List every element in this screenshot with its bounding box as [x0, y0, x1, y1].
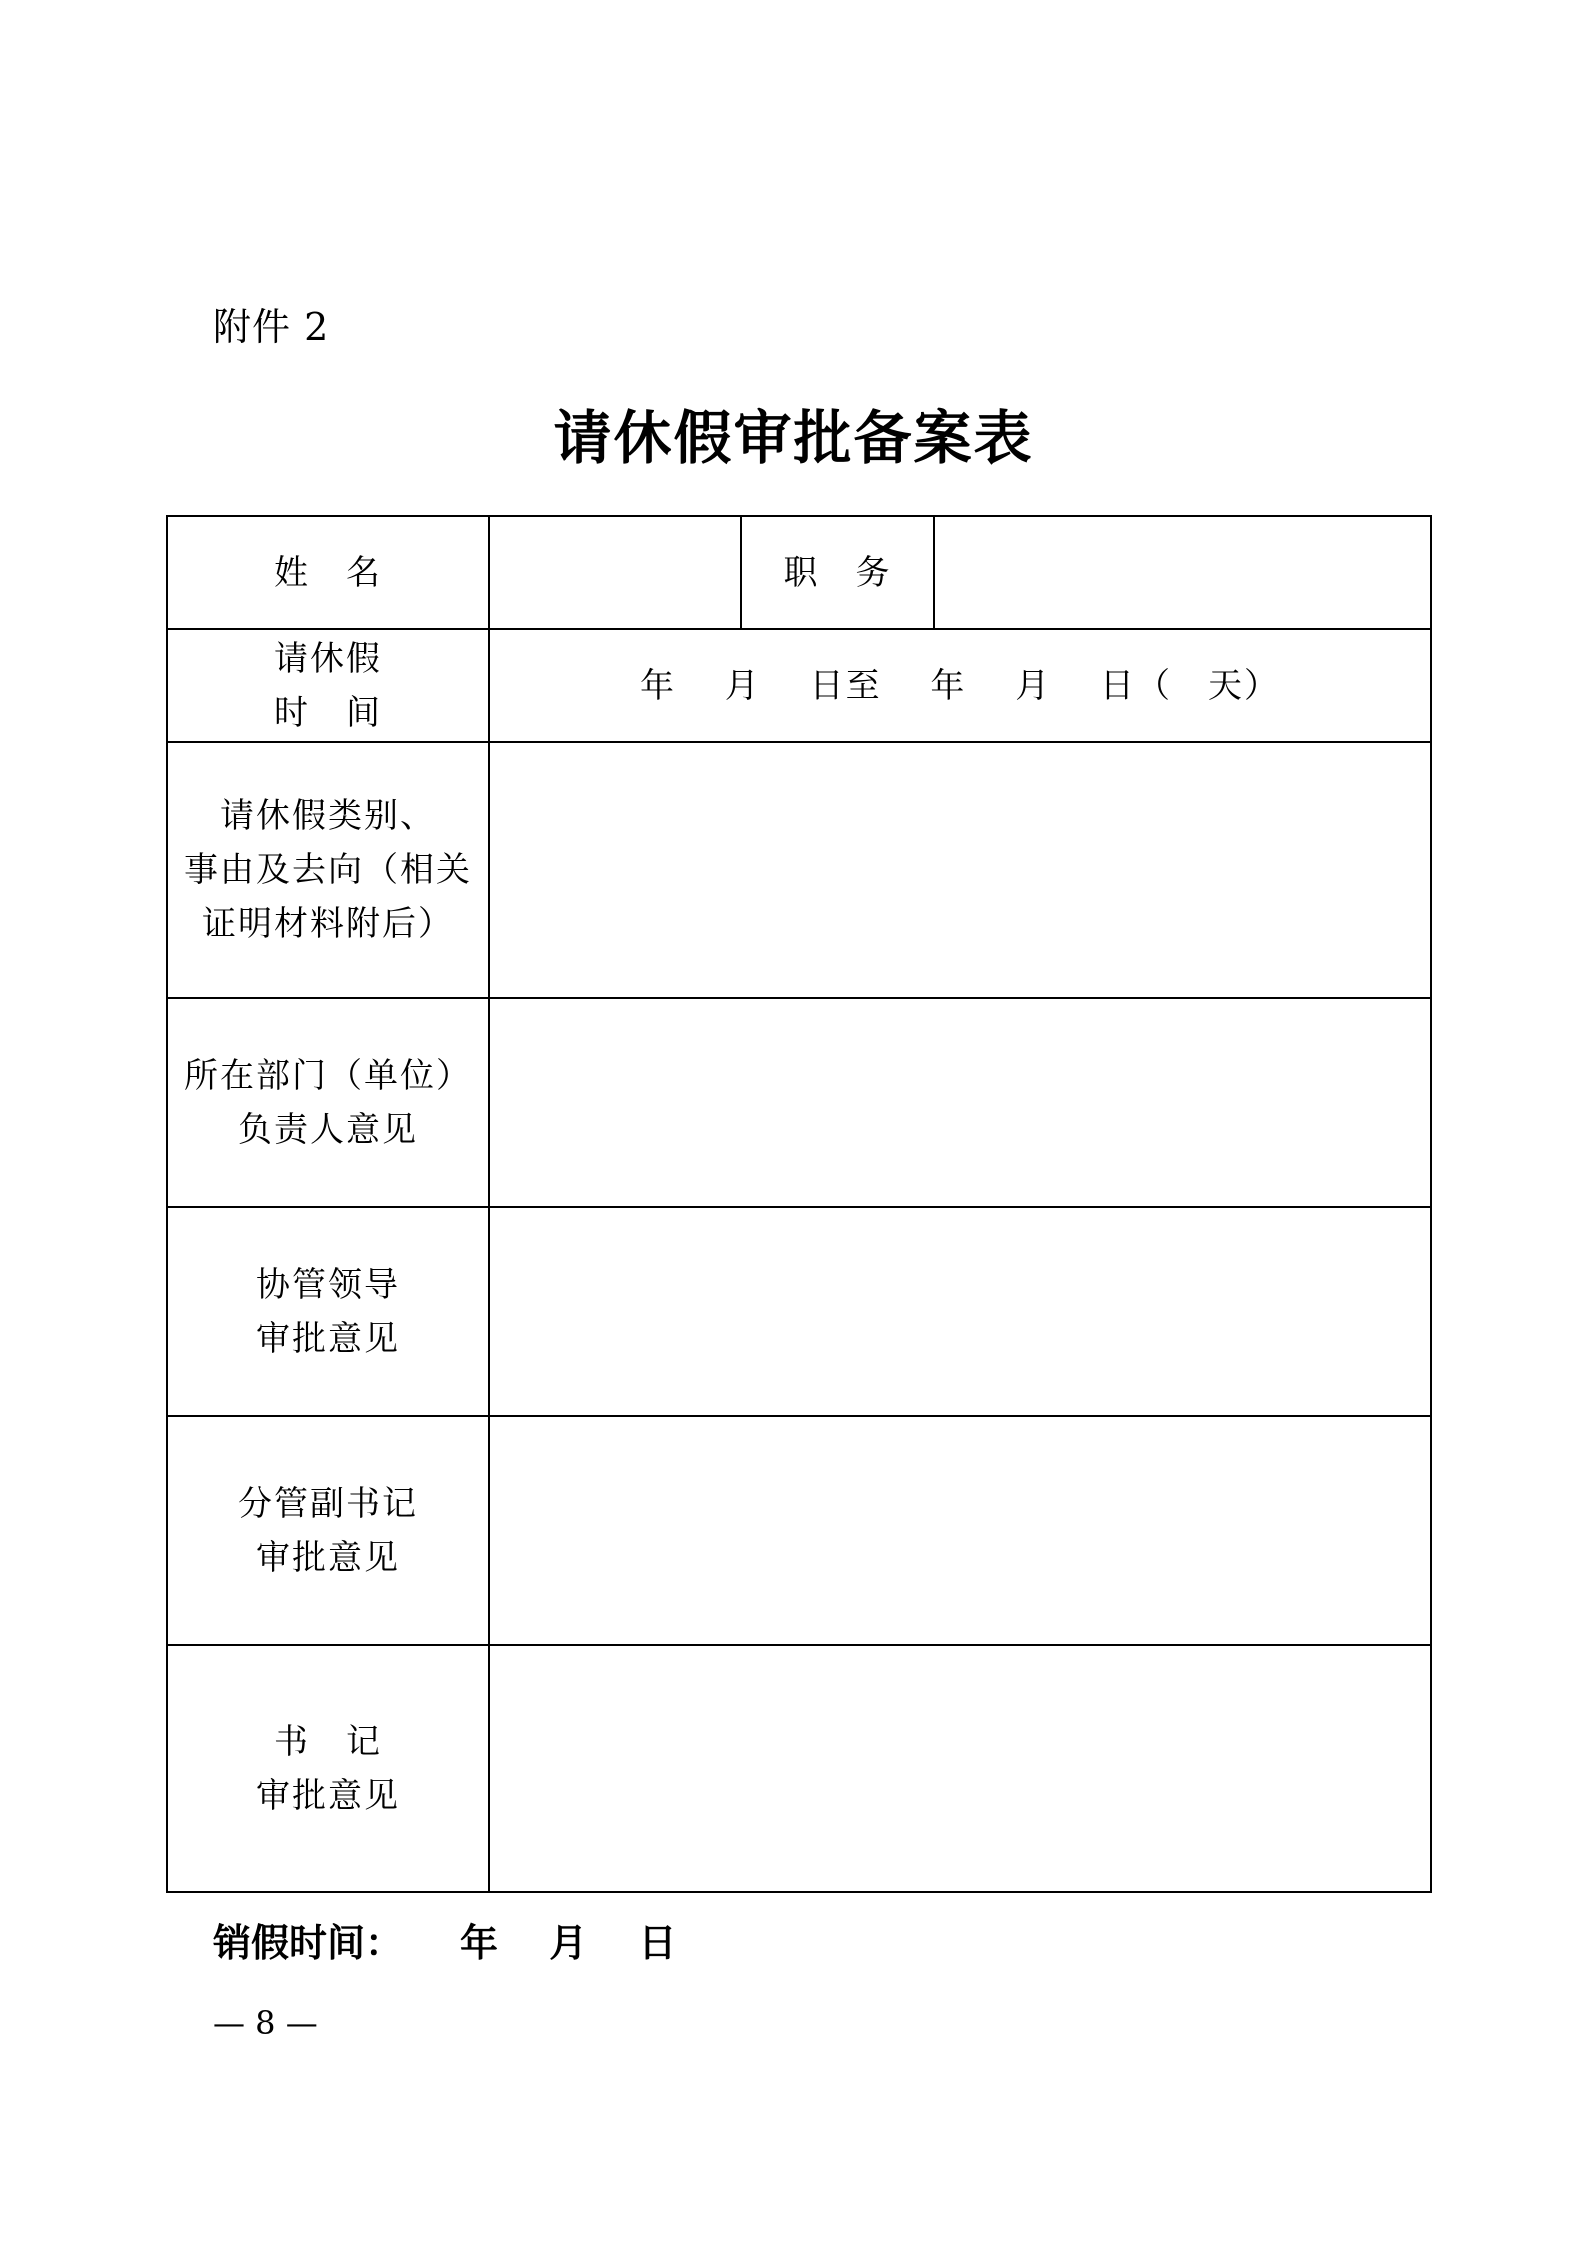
secretary-label-cell [167, 1645, 489, 1892]
dept-label-line1: 所在部门（单位） [184, 1055, 472, 1096]
leave-time-value: 年 月 日至 年 月 日（ 天） [639, 665, 1281, 706]
assist-opinion-field[interactable] [489, 1207, 1431, 1416]
dept-opinion-field[interactable] [489, 998, 1431, 1207]
form-row-assist-leader [167, 1207, 1431, 1416]
dept-label-cell [167, 998, 489, 1207]
leave-type-field[interactable] [489, 742, 1431, 998]
leave-type-label-line2: 事由及去向（相关 [184, 850, 472, 890]
leave-type-label-line3: 证明材料附后） [202, 904, 454, 944]
form-row-dept-opinion [167, 998, 1431, 1207]
secretary-label-line2: 审批意见 [256, 1775, 400, 1816]
deputy-label-line1: 分管副书记 [238, 1483, 418, 1524]
deputy-label-cell [167, 1416, 489, 1645]
leave-type-label-cell [167, 742, 489, 998]
form-row-leave-type [167, 742, 1431, 998]
dept-label-line2: 负责人意见 [238, 1109, 418, 1150]
cancel-leave-time: 销假时间： 年 月 日 [213, 1920, 677, 1965]
name-label-cell [167, 516, 489, 629]
position-label: 职 务 [783, 552, 892, 593]
page-number: — 8 — [213, 2004, 318, 2042]
form-row-leave-time [167, 629, 1431, 742]
leave-approval-form [166, 515, 1432, 1893]
position-label-cell [741, 516, 934, 629]
assist-label-line2: 审批意见 [256, 1318, 400, 1359]
name-field[interactable] [489, 516, 741, 629]
leave-time-label-line2: 时 间 [274, 692, 382, 733]
secretary-label-line1: 书 记 [274, 1721, 382, 1762]
form-row-name [167, 516, 1431, 629]
assist-label-cell [167, 1207, 489, 1416]
assist-label-line1: 协管领导 [256, 1264, 400, 1305]
deputy-opinion-field[interactable] [489, 1416, 1431, 1645]
leave-type-label-line1: 请休假类别、 [220, 796, 436, 836]
position-field[interactable] [934, 516, 1431, 629]
page-title: 请休假审批备案表 [553, 404, 1034, 472]
form-row-secretary [167, 1645, 1431, 1892]
attachment-label: 附件 2 [213, 305, 330, 349]
leave-time-label-line1: 请休假 [274, 638, 382, 679]
secretary-opinion-field[interactable] [489, 1645, 1431, 1892]
leave-time-label-cell [167, 629, 489, 742]
leave-time-field[interactable] [489, 629, 1431, 742]
form-row-deputy-secretary [167, 1416, 1431, 1645]
deputy-label-line2: 审批意见 [256, 1537, 400, 1578]
name-label: 姓 名 [274, 552, 382, 593]
